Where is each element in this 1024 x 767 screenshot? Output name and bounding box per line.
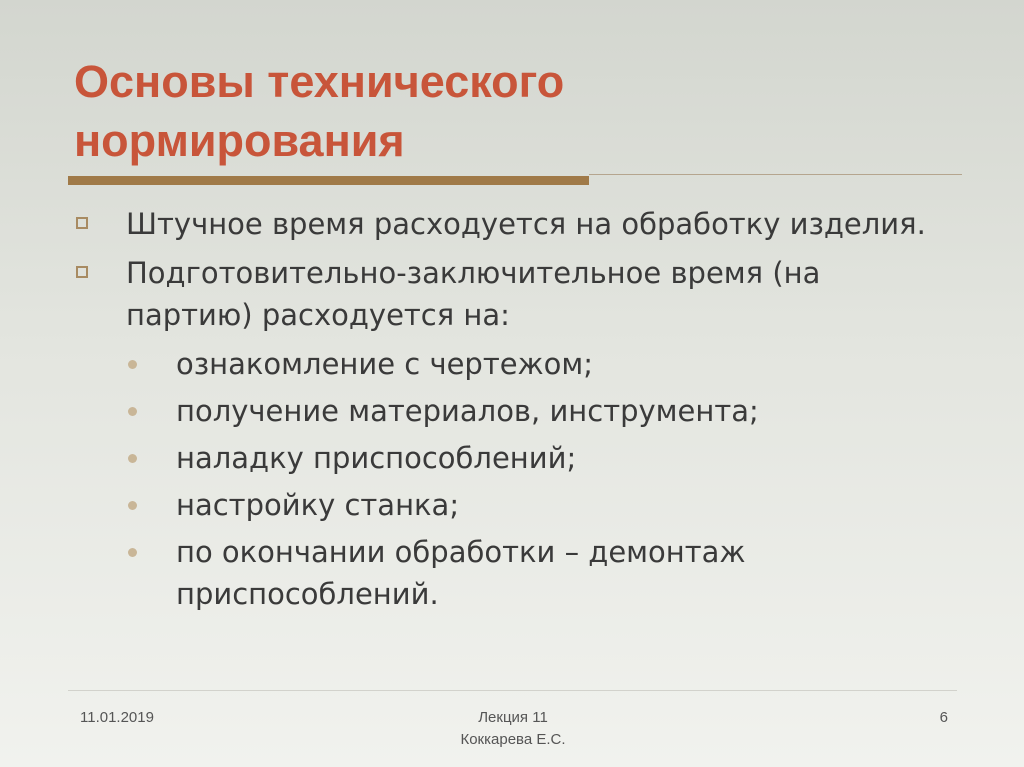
title-divider-line [589,174,962,175]
bullet-text: Штучное время расходуется на обработку изделия. [126,207,926,241]
footer-divider [68,690,957,691]
dot-bullet-icon [128,454,137,463]
sub-bullet-text: наладку приспособлений; [176,441,577,475]
sub-bullet-item [76,437,956,479]
slide-body [76,203,956,615]
sub-bullet-item [76,390,956,432]
footer-center [380,707,646,751]
bullet-item [76,203,956,245]
sub-bullet-item [76,343,956,385]
square-bullet-icon [76,217,88,229]
footer-date: 11.01.2019 [80,709,154,726]
dot-bullet-icon [128,360,137,369]
dot-bullet-icon [128,407,137,416]
dot-bullet-icon [128,501,137,510]
dot-bullet-icon [128,548,137,557]
footer-author: Коккарева Е.С. [460,731,566,748]
title-divider-accent [68,176,589,185]
sub-bullet-item [76,484,956,526]
sub-bullet-text: получение материалов, инструмента; [176,394,759,428]
square-bullet-icon [76,266,88,278]
bullet-text: Подготовительно-заключительное время (на партию) расходуется на: [126,256,821,332]
sub-bullet-text: ознакомление с чертежом; [176,347,594,381]
footer-lecture: Лекция 11 [478,709,548,726]
sub-bullet-text: по окончании обработки – демонтаж приспособлений. [176,535,746,611]
sub-bullet-item [76,531,956,615]
slide-title: Основы технического нормирования [74,56,565,166]
slide-number: 6 [939,709,948,726]
bullet-item [76,252,956,336]
sub-bullet-text: настройку станка; [176,488,460,522]
